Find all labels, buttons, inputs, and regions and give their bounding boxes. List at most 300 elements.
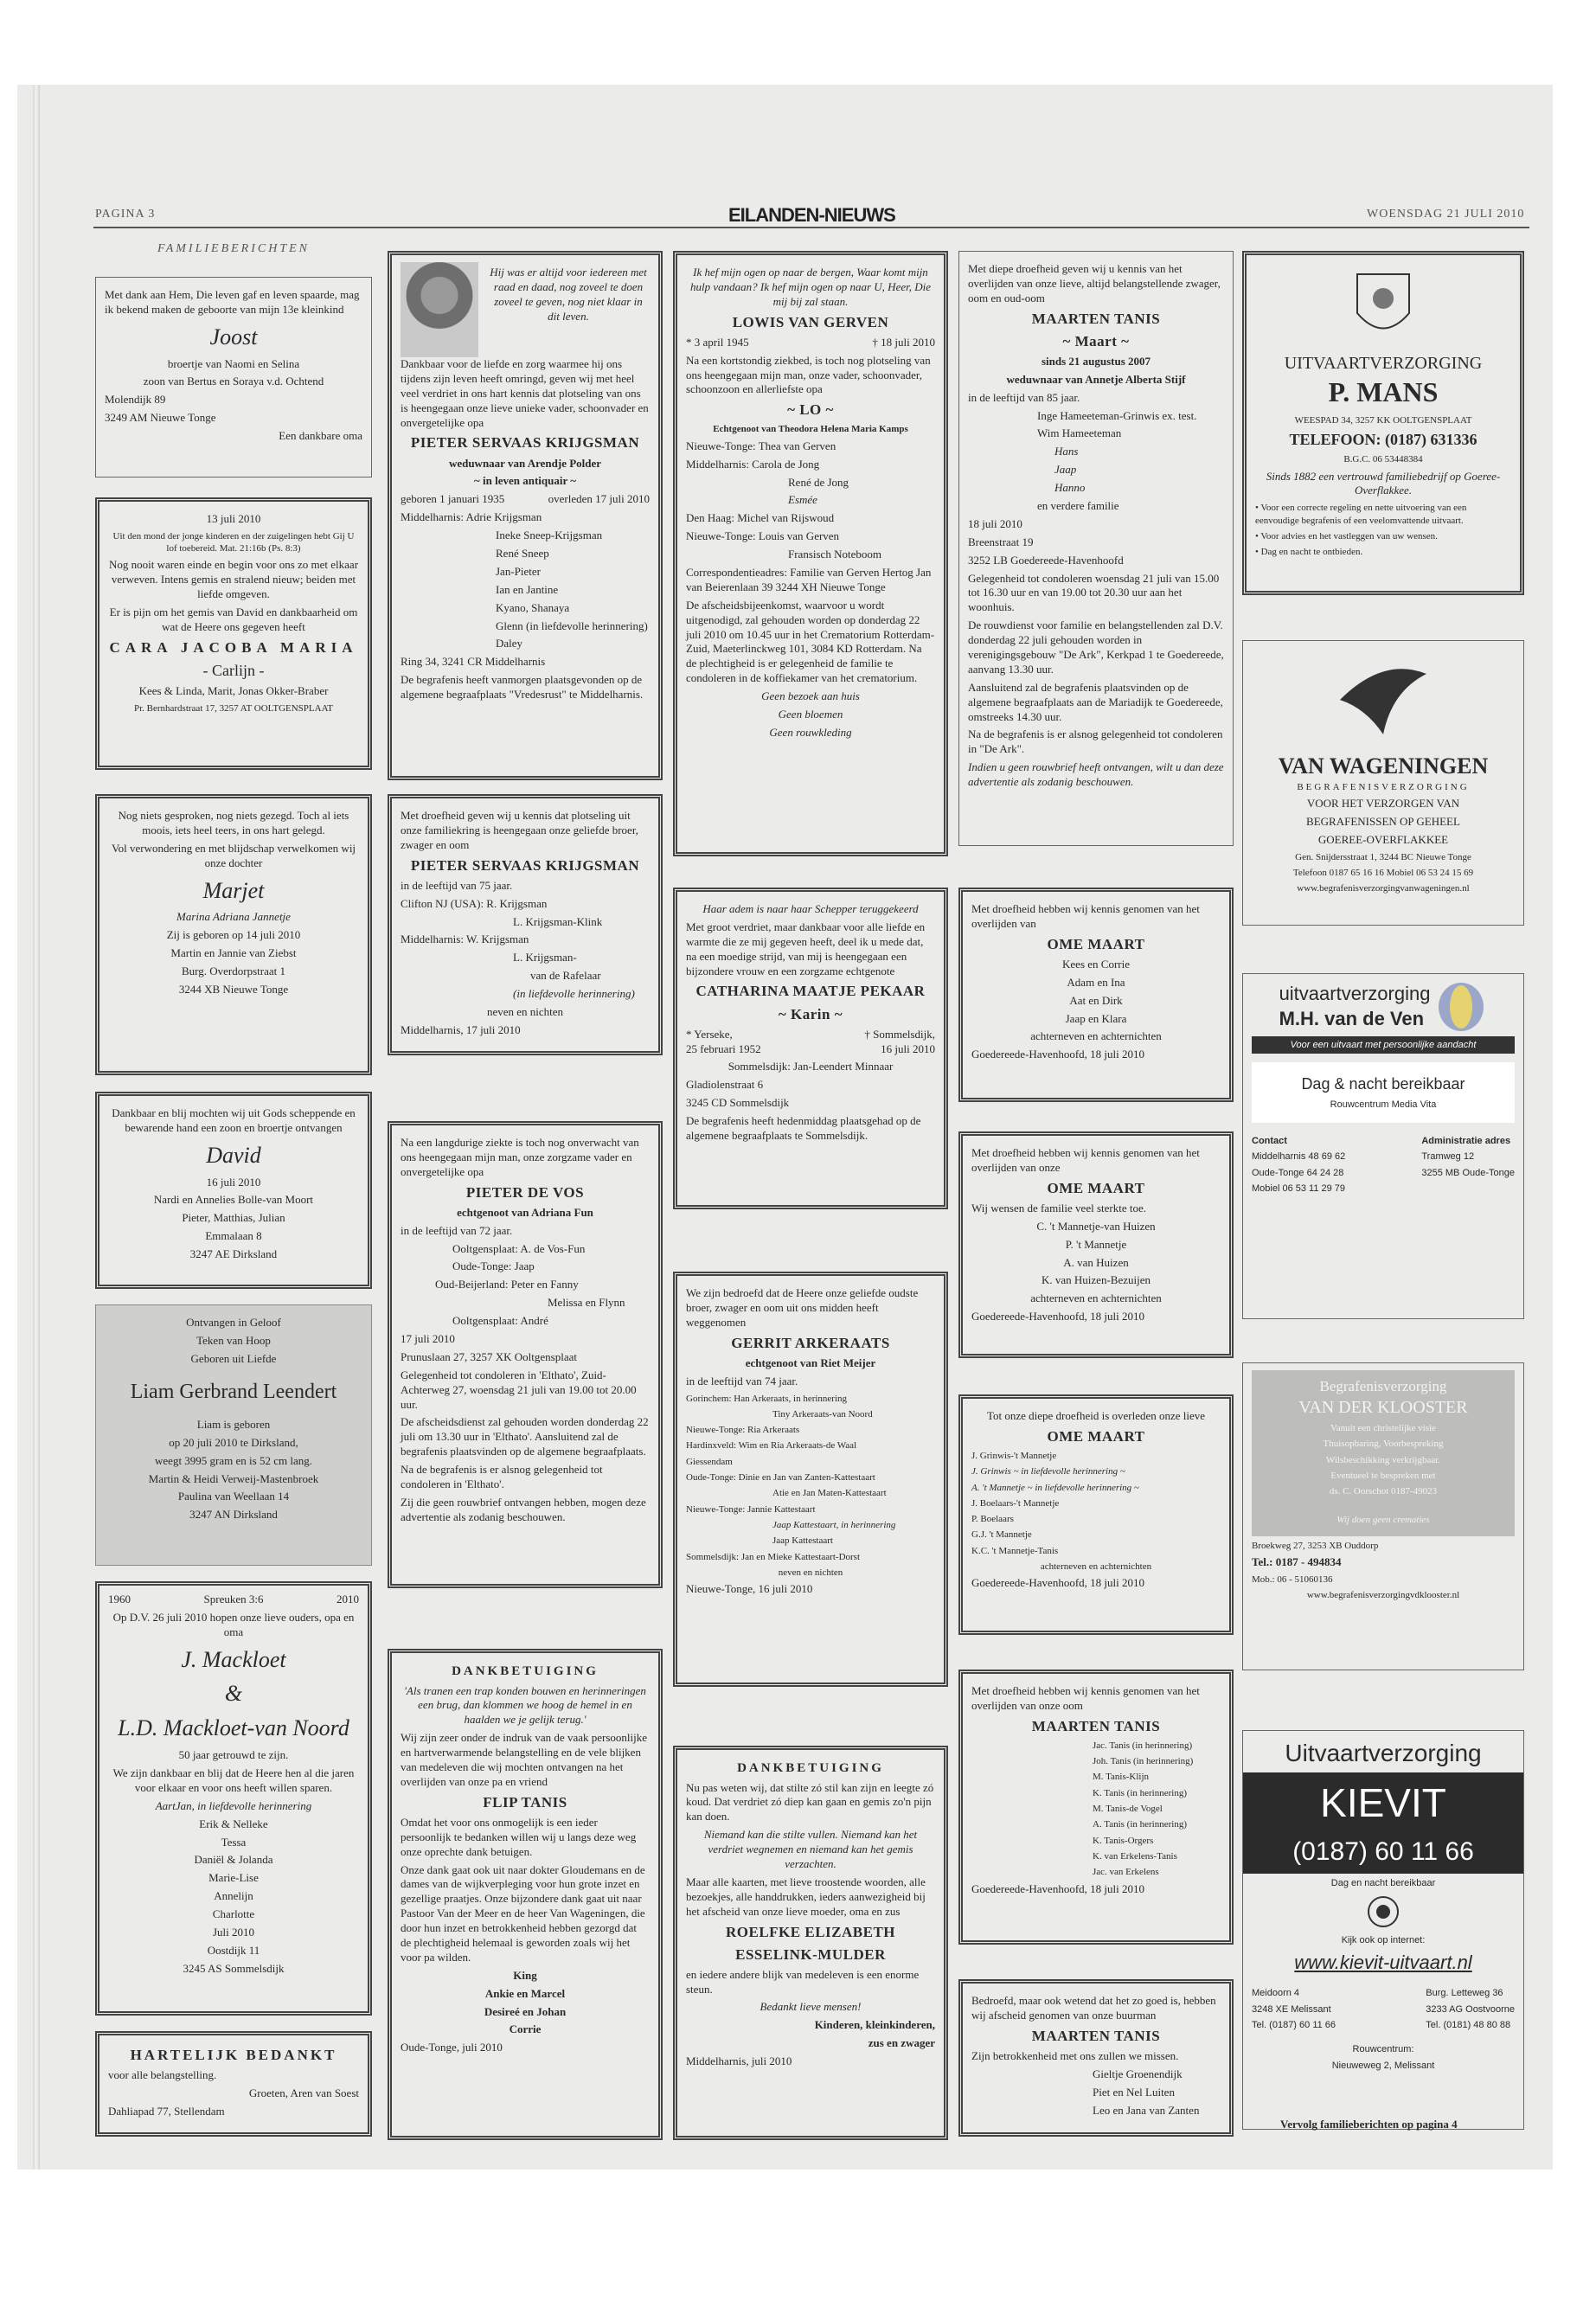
subtitle: echtgenoot van Adriana Fun bbox=[457, 1205, 593, 1219]
address: 3247 AN Dirksland bbox=[189, 1508, 278, 1522]
name: OME MAART bbox=[1047, 935, 1145, 952]
signature: King bbox=[513, 1968, 537, 1982]
address: Ring 34, 3241 CR Middelharnis bbox=[401, 655, 546, 669]
signature: Een dankbare oma bbox=[279, 429, 362, 443]
text: Onze dank gaat ook uit naar dokter Gloudemans en de dames van de wijkverpleging voor hun grote inzet en gezellige praatjes. Onze bijzondere dank gaat uit naar Pastoor Van der Meer en de heer Van Wageningen, die door hun inzet en betrokkenheid hebben gezorgd dat de plechtigheid helemaal is geworden zoals wij het voor pa wilden. bbox=[401, 1862, 645, 1964]
ad-maarten-tanis-2 bbox=[958, 1670, 1234, 1945]
title: uitvaartverzorging bbox=[1279, 983, 1431, 1005]
phone: Tel.: 0187 - 494834 bbox=[1252, 1555, 1342, 1569]
poem: Hij was er altijd voor iedereen met raad en daad, nog zoveel te doen zoveel te geven, nog niet klaar in dit leven. bbox=[490, 266, 647, 323]
family: Ian en Jantine bbox=[496, 582, 559, 596]
title: DANKBETUIGING bbox=[452, 1664, 599, 1678]
family: P. 't Mannetje bbox=[1065, 1237, 1127, 1251]
family: van de Rafelaar bbox=[530, 969, 601, 983]
text: Met dank aan Hem, Die leven gaf en leven spaarde, mag ik bekend maken de geboorte van mijn 13e kleinkind bbox=[105, 288, 360, 316]
ad-pieter-de-vos bbox=[388, 1121, 663, 1588]
text: Er is pijn om het gemis van David en dankbaarheid om wat de Heere ons gegeven heeft bbox=[109, 606, 358, 634]
emblem-icon bbox=[1366, 1894, 1401, 1929]
bullet: • Voor een correcte regeling en nette uitvoering van een eenvoudige begrafenis of een veelomvattende uitvaart. bbox=[1255, 503, 1467, 526]
family: Nieuwe-Tonge: Jannie Kattestaart bbox=[686, 1503, 816, 1515]
text: Eventueel te bespreken met bbox=[1330, 1470, 1436, 1481]
phone: Mobiel 06 53 11 29 79 bbox=[1252, 1183, 1346, 1194]
family: Hans bbox=[1054, 445, 1079, 458]
name: CARA JACOBA MARIA bbox=[109, 638, 358, 656]
family: Jaap en Klara bbox=[1065, 1011, 1127, 1025]
note: De afscheidsdienst zal gehouden worden donderdag 22 juli om 13.30 uur in 'Elthato'. Aansluitend zal de begrafenis plaatsvinden op de algemene begraafplaats. bbox=[401, 1415, 649, 1458]
phone: Mob.: 06 - 51060136 bbox=[1252, 1574, 1333, 1586]
website: www.begrafenisverzorgingvdklooster.nl bbox=[1306, 1590, 1460, 1601]
bullet: • Voor advies en het vastleggen van uw wensen. bbox=[1255, 530, 1438, 542]
name: ESSELINK-MULDER bbox=[735, 1945, 886, 1963]
text: Rouwcentrum Media Vita bbox=[1330, 1099, 1437, 1110]
family: J. Grinwis-'t Mannetje bbox=[971, 1450, 1057, 1461]
text: Bedankt lieve mensen! bbox=[760, 2000, 862, 2014]
address: Tramweg 12 bbox=[1421, 1151, 1475, 1163]
sponsor-p-mans bbox=[1242, 251, 1524, 595]
ven-logo-icon bbox=[1435, 981, 1487, 1033]
date: 17 juli 2010 bbox=[401, 1332, 455, 1345]
date: 16 juli 2010 bbox=[206, 1175, 261, 1189]
ad-mackloet bbox=[95, 1581, 372, 2016]
family: K. Tanis (in herinnering) bbox=[1093, 1787, 1188, 1798]
verse: Spreuken 3:6 bbox=[203, 1593, 264, 1606]
family: Inge Hameeteman-Grinwis ex. test. bbox=[1037, 408, 1197, 422]
phone: (0187) 60 11 66 bbox=[1243, 1835, 1523, 1874]
subtitle: echtgenoot van Riet Meijer bbox=[745, 1356, 876, 1369]
sponsor-kievit bbox=[1242, 1730, 1524, 2130]
family: achterneven en achternichten bbox=[1030, 1029, 1162, 1043]
text: GOEREE-OVERFLAKKEE bbox=[1317, 832, 1449, 846]
family: Nieuwe-Tonge: Thea van Gerven bbox=[686, 439, 836, 452]
note: Gelegenheid tot condoleren in 'Elthato', Zuid-Achterweg 27, woensdag 21 juli van 19.00 tot 20.00 uur. bbox=[401, 1368, 637, 1411]
name: CATHARINA MAATJE PEKAAR bbox=[695, 983, 926, 1000]
text: Dankbaar voor de liefde en zorg waarmee hij ons tijdens zijn leven heeft omringd, geven wij met heel veel verdriet in ons hart kennis dat plotseling van ons is heengegaan onze lieve unieke vader, schoonvader en onvergetelijke opa bbox=[401, 357, 649, 429]
sponsor-van-de-ven bbox=[1242, 973, 1524, 1319]
family: Daniël & Jolanda bbox=[194, 1853, 273, 1867]
address: 3249 AM Nieuwe Tonge bbox=[105, 411, 216, 425]
family: Middelharnis: Adrie Krijgsman bbox=[401, 510, 542, 524]
text: Dag en nacht bereikbaar bbox=[1330, 1878, 1436, 1889]
name: MAARTEN TANIS bbox=[1031, 2027, 1161, 2044]
portrait-photo bbox=[401, 262, 478, 357]
name: David bbox=[206, 1142, 261, 1168]
signature: Kinderen, kleinkinderen, bbox=[814, 2018, 935, 2032]
address: 3245 AS Sommelsdijk bbox=[183, 1961, 285, 1975]
address: Gen. Snijdersstraat 1, 3244 BC Nieuwe Tonge bbox=[1295, 851, 1471, 862]
line: Ontvangen in Geloof bbox=[186, 1316, 281, 1329]
note: Wij doen geen crematies bbox=[1336, 1514, 1430, 1525]
address: 3255 MB Oude-Tonge bbox=[1421, 1167, 1515, 1178]
address: Dahliapad 77, Stellendam bbox=[108, 2104, 225, 2118]
text: voor alle belangstelling. bbox=[108, 2068, 217, 2082]
ad-ome-maart-1 bbox=[958, 888, 1234, 1102]
ad-hartelijk bbox=[95, 2031, 372, 2137]
family: Oude-Tonge: Dinie en Jan van Zanten-Kattestaart bbox=[686, 1472, 875, 1484]
died: overleden 17 juli 2010 bbox=[548, 492, 650, 506]
family: Atie en Jan Maten-Kattestaart bbox=[772, 1488, 887, 1499]
nickname: ~ Karin ~ bbox=[778, 1005, 843, 1022]
date: 18 juli 2010 bbox=[968, 516, 1022, 530]
date: 13 juli 2010 bbox=[206, 512, 261, 525]
parents: Martin & Heidi Verweij-Mastenbroek bbox=[148, 1471, 319, 1485]
family: J. Grinwis ~ in liefdevolle herinnering ~ bbox=[971, 1466, 1125, 1477]
family: Kees en Corrie bbox=[1062, 957, 1130, 971]
ad-david bbox=[95, 1092, 372, 1289]
family: Daley bbox=[496, 637, 523, 651]
family: Charlotte bbox=[212, 1907, 255, 1921]
name: MAARTEN TANIS bbox=[1031, 1717, 1161, 1734]
phone: B.G.C. 06 53448384 bbox=[1343, 454, 1423, 465]
year: 1960 bbox=[108, 1593, 131, 1606]
text: We zijn dankbaar en blij dat de Heere hen al die jaren voor elkaar en voor ons heeft willen sparen. bbox=[112, 1766, 355, 1794]
family: Jac. van Erkelens bbox=[1093, 1867, 1159, 1878]
newspaper-logo: EILANDEN-NIEUWS bbox=[728, 204, 895, 226]
website: www.begrafenisverzorgingvanwageningen.nl bbox=[1297, 883, 1470, 894]
family: Tessa bbox=[221, 1835, 247, 1849]
line: broertje van Naomi en Selina bbox=[167, 356, 300, 370]
text: Zijn betrokkenheid met ons zullen we missen. bbox=[971, 2048, 1179, 2062]
address: 3245 CD Sommelsdijk bbox=[686, 1096, 790, 1110]
text: Rouwcentrum: bbox=[1352, 2044, 1414, 2055]
text: Met droefheid hebben wij kennis genomen van het overlijden van bbox=[971, 902, 1200, 930]
name: OME MAART bbox=[1047, 1427, 1145, 1445]
family: Jaap bbox=[1054, 463, 1077, 477]
address: 3244 XB Nieuwe Tonge bbox=[178, 982, 289, 996]
age: in de leeftijd van 72 jaar. bbox=[401, 1223, 513, 1237]
line: zoon van Bertus en Soraya v.d. Ochtend bbox=[143, 375, 324, 388]
ad-pieter-krijgsman-2 bbox=[388, 794, 663, 1055]
name: P. MANS bbox=[1328, 376, 1439, 407]
address: Emmalaan 8 bbox=[205, 1229, 262, 1243]
page-number: PAGINA 3 bbox=[95, 208, 156, 221]
family: Hanno bbox=[1054, 481, 1086, 495]
address: Nieuweweg 2, Melissant bbox=[1331, 2060, 1435, 2071]
address: Gladiolenstraat 6 bbox=[686, 1078, 764, 1092]
nickname: ~ LO ~ bbox=[787, 401, 834, 419]
died: † 18 juli 2010 bbox=[872, 335, 935, 349]
coat-of-arms-icon bbox=[1349, 266, 1418, 349]
parents: Nardi en Annelies Bolle-van Moort bbox=[153, 1193, 314, 1207]
address: 3247 AE Dirksland bbox=[189, 1247, 278, 1261]
signature: Kees & Linda, Marit, Jonas Okker-Braber bbox=[138, 684, 329, 698]
family: Esmée bbox=[788, 493, 817, 507]
born: Zij is geboren op 14 juli 2010 bbox=[166, 928, 301, 942]
address: Pr. Bernhardstraat 17, 3257 AT OOLTGENSPLAAT bbox=[133, 703, 334, 715]
name: VAN WAGENINGEN bbox=[1278, 753, 1489, 779]
family: Den Haag: Michel van Rijswoud bbox=[686, 511, 835, 525]
title: Uitvaartverzorging bbox=[1285, 1740, 1482, 1766]
phone: Tel. (0181) 48 80 88 bbox=[1426, 2019, 1511, 2030]
phone: TELEFOON: (0187) 631336 bbox=[1289, 430, 1477, 448]
ad-van-gerven bbox=[673, 251, 948, 856]
signature: Groeten, Aren van Soest bbox=[248, 2086, 359, 2099]
name: ROELFKE ELIZABETH bbox=[725, 1923, 896, 1940]
family: achterneven en achternichten bbox=[1040, 1561, 1152, 1573]
line: Paulina van Weellaan 14 bbox=[177, 1490, 290, 1503]
ad-ome-maart-3 bbox=[958, 1394, 1234, 1635]
family: K. van Erkelens-Tanis bbox=[1093, 1850, 1177, 1862]
born: Liam is geboren bbox=[196, 1417, 271, 1431]
family: K. van Huizen-Bezuijen bbox=[1042, 1273, 1151, 1287]
family: Annelijn bbox=[214, 1889, 253, 1903]
signature: zus en zwager bbox=[868, 2036, 935, 2050]
sponsor-van-der-klooster bbox=[1242, 1362, 1524, 1670]
date: Oude-Tonge, juli 2010 bbox=[401, 2041, 503, 2054]
text: Tot onze diepe droefheid is overleden onze lieve bbox=[986, 1409, 1206, 1422]
date: Goedereede-Havenhoofd, 18 juli 2010 bbox=[971, 1576, 1144, 1590]
born: 25 februari 1952 bbox=[686, 1042, 761, 1055]
note: De begrafenis heeft hedenmiddag plaatsgehad op de algemene begraafplaats te Sommelsdijk. bbox=[686, 1114, 921, 1142]
family: A. Tanis (in herinnering) bbox=[1093, 1819, 1188, 1830]
line: Geboren uit Liefde bbox=[190, 1351, 277, 1365]
address: Burg. Letteweg 36 bbox=[1426, 1988, 1503, 1999]
note: Geen bezoek aan huis bbox=[761, 689, 860, 703]
note: Indien u geen rouwbrief heeft ontvangen, wilt u dan deze advertentie als zodanig beschouwen. bbox=[968, 760, 1224, 789]
date: Goedereede-Havenhoofd, 18 juli 2010 bbox=[971, 1881, 1144, 1895]
family: Middelharnis: Carola de Jong bbox=[686, 457, 820, 471]
family: achterneven en achternichten bbox=[1030, 1292, 1162, 1305]
family: Tiny Arkeraats-van Noord bbox=[772, 1408, 873, 1420]
family: en verdere familie bbox=[1037, 498, 1119, 512]
family: Nieuwe-Tonge: Ria Arkeraats bbox=[686, 1425, 800, 1436]
subtitle: sinds 21 augustus 2007 bbox=[1041, 354, 1151, 368]
section-title: FAMILIEBERICHTEN bbox=[157, 242, 311, 255]
note: Na de begrafenis is er alsnog gelegenheid tot condoleren in 'Elthato'. bbox=[401, 1463, 603, 1491]
subtitle: weduwnaar van Annetje Alberta Stijf bbox=[1006, 372, 1186, 386]
family: Ineke Sneep-Krijgsman bbox=[496, 529, 603, 542]
family: Adam en Ina bbox=[1067, 975, 1125, 989]
family: L. Krijgsman- bbox=[513, 951, 577, 965]
born: * 3 april 1945 bbox=[686, 335, 749, 349]
family: Marie-Lise bbox=[208, 1871, 259, 1885]
address: Molendijk 89 bbox=[105, 393, 166, 407]
family: P. Boelaars bbox=[971, 1514, 1014, 1525]
address: Oostdijk 11 bbox=[207, 1943, 260, 1957]
poem: Niemand kan die stilte vullen. Niemand kan het verdriet wegnemen en niemand kan het gemis verzachten. bbox=[703, 1828, 918, 1870]
age: in de leeftijd van 85 jaar. bbox=[968, 390, 1080, 404]
name: OME MAART bbox=[1047, 1179, 1145, 1196]
signature: Piet en Nel Luiten bbox=[1093, 2085, 1175, 2099]
phone: Telefoon 0187 65 16 16 Mobiel 06 53 24 15 69 bbox=[1292, 868, 1474, 879]
died: 16 juli 2010 bbox=[881, 1042, 935, 1055]
text: ds. C. Oorschot 0187-49023 bbox=[1329, 1486, 1438, 1497]
family: M. Tanis-de Vogel bbox=[1093, 1804, 1163, 1815]
ad-roelfke bbox=[673, 1746, 948, 2140]
page-fold bbox=[33, 85, 40, 2170]
parents: Martin en Jannie van Ziebst bbox=[170, 946, 297, 960]
born: geboren 1 januari 1935 bbox=[401, 492, 505, 506]
family: G.J. 't Mannetje bbox=[971, 1529, 1032, 1541]
note: Geen bloemen bbox=[778, 707, 843, 721]
family: Jaap Kattestaart bbox=[772, 1535, 833, 1547]
title: UITVAARTVERZORGING bbox=[1284, 354, 1483, 373]
family: Sommelsdijk: Jan en Mieke Kattestaart-Dorst bbox=[686, 1551, 861, 1562]
name: L.D. Mackloet-van Noord bbox=[118, 1715, 349, 1741]
name: LOWIS VAN GERVEN bbox=[732, 313, 889, 330]
born: * Yerseke, bbox=[686, 1027, 733, 1041]
address: Breenstraat 19 bbox=[968, 535, 1034, 548]
family: Jaap Kattestaart, in herinnering bbox=[772, 1519, 896, 1530]
family: Erik & Nelleke bbox=[199, 1817, 268, 1830]
ad-liam bbox=[95, 1304, 372, 1566]
family: M. Tanis-Klijn bbox=[1093, 1772, 1150, 1783]
text: Nu pas weten wij, dat stilte zó stil kan zijn en leegte zó koud. Dat verdriet zó diep kan gaan en gemis zo'n pijn kan doen. bbox=[686, 1780, 934, 1823]
signature: Desireé en Johan bbox=[484, 2004, 567, 2018]
name: M.H. van de Ven bbox=[1279, 1008, 1425, 1029]
address: Burg. Overdorpstraat 1 bbox=[182, 965, 285, 978]
family: Clifton NJ (USA): R. Krijgsman bbox=[401, 896, 548, 910]
text: VOOR HET VERZORGEN VAN bbox=[1306, 797, 1460, 811]
signature: Gieltje Groenendijk bbox=[1093, 2067, 1183, 2080]
poem: 'Als tranen een trap konden bouwen en herinneringen een brug, dan klommen we hoog de hemel in en haalden we je gelijk terug.' bbox=[404, 1683, 646, 1727]
text: BEGRAFENISSEN OP GEHEEL bbox=[1306, 814, 1460, 828]
family: Jac. Tanis (in herinnering) bbox=[1093, 1740, 1193, 1751]
text: en iedere andere blijk van medeleven is een enorme steun. bbox=[686, 1967, 920, 1996]
address: 3233 AG Oostvoorne bbox=[1426, 2003, 1515, 2015]
name: KIEVIT bbox=[1243, 1772, 1523, 1835]
family: Jan-Pieter bbox=[496, 564, 541, 578]
text: Wij wensen de familie veel sterkte toe. bbox=[971, 1201, 1146, 1215]
poem: Nog niets gesproken, nog niets gezegd. Toch al iets moois, iets heel teers, in ons hart gelegd. bbox=[118, 809, 349, 836]
nickname: ~ Maart ~ bbox=[1062, 332, 1130, 349]
header-rule bbox=[93, 227, 1529, 228]
text: We zijn bedroefd dat de Heere onze geliefde oudste broer, zwager en oom uit ons midden heeft weggenomen bbox=[686, 1286, 919, 1329]
poem: Haar adem is naar haar Schepper teruggekeerd bbox=[702, 902, 919, 915]
name: Marjet bbox=[202, 877, 265, 903]
line: Teken van Hoop bbox=[196, 1333, 271, 1347]
ad-arkeraats bbox=[673, 1272, 948, 1687]
note: Aansluitend zal de begrafenis plaatsvinden op de algemene begraafplaats aan de Mariadijk te Goedereede, omstreeks 14.30 uur. bbox=[968, 680, 1223, 723]
dove-logo-icon bbox=[1331, 657, 1435, 743]
died: † Sommelsdijk, bbox=[864, 1027, 935, 1041]
family: Oude-Tonge: Jaap bbox=[452, 1259, 535, 1273]
family: Kyano, Shanaya bbox=[496, 600, 570, 614]
name: Liam Gerbrand Leendert bbox=[130, 1380, 337, 1403]
ad-pekaar bbox=[673, 888, 948, 1209]
ad-flip-tanis bbox=[388, 1649, 663, 2140]
text: Sinds 1882 een vertrouwd familiebedrijf op Goeree-Overflakkee. bbox=[1266, 469, 1501, 497]
ad-maarten-tanis bbox=[958, 251, 1234, 846]
subtitle: ~ in leven antiquair ~ bbox=[473, 474, 577, 488]
family: AartJan, in liefdevolle herinnering bbox=[155, 1798, 312, 1812]
text: Dankbaar en blij mochten wij uit Gods scheppende en bewarende hand een zoon en broertje ontvangen bbox=[112, 1106, 356, 1134]
siblings: Pieter, Matthias, Julian bbox=[182, 1211, 285, 1225]
tagline: Voor een uitvaart met persoonlijke aandacht bbox=[1252, 1036, 1515, 1054]
title: Begrafenisverzorging bbox=[1319, 1378, 1447, 1394]
bullet: • Dag en nacht te ontbieden. bbox=[1255, 547, 1363, 558]
note: De afscheidsbijeenkomst, waarvoor u wordt uitgenodigd, zal gehouden worden op donderdag 22 juli 2010 om 10.45 uur in het Crematorium Rotterdam-Zuid, Maeterlinckweg 101, 3084 KD Rotterdam. Na de plechtigheid is er gelegenheid de familie te condoleren in de koffiekamer van het crematorium. bbox=[686, 598, 935, 685]
family: Hardinxveld: Wim en Ria Arkeraats-de Waal bbox=[686, 1440, 857, 1452]
sponsor-van-wageningen bbox=[1242, 640, 1524, 926]
family: Oud-Beijerland: Peter en Fanny bbox=[435, 1278, 579, 1292]
family: Ooltgensplaat: André bbox=[452, 1314, 548, 1328]
ad-ome-maart-2 bbox=[958, 1131, 1234, 1358]
date: Juli 2010 bbox=[212, 1925, 255, 1939]
family: Melissa en Flynn bbox=[548, 1296, 625, 1310]
text: Met droefheid hebben wij kennis genomen van het overlijden van onze bbox=[971, 1146, 1200, 1174]
family: René Sneep bbox=[496, 547, 549, 560]
text: Thuisopbaring, Voorbespreking bbox=[1323, 1439, 1444, 1450]
family: Ooltgensplaat: A. de Vos-Fun bbox=[452, 1241, 586, 1255]
family: Aat en Dirk bbox=[1069, 993, 1123, 1007]
subtitle: Echtgenoot van Theodora Helena Maria Kamps bbox=[713, 424, 908, 435]
name: PIETER SERVAAS KRIJGSMAN bbox=[410, 434, 640, 452]
family: Fransisch Noteboom bbox=[788, 548, 881, 561]
name: VAN DER KLOOSTER bbox=[1298, 1398, 1468, 1418]
year: 2010 bbox=[337, 1593, 359, 1606]
address: WEESPAD 34, 3257 KK OOLTGENSPLAAT bbox=[1294, 414, 1472, 426]
note: Gelegenheid tot condoleren woensdag 21 juli van 15.00 tot 16.30 uur en van 19.00 tot 20.30 uur aan het woonhuis. bbox=[968, 571, 1220, 614]
poem: Nog nooit waren einde en begin voor ons zo met elkaar verweven. Intens gemis en stralend nieuw; beiden met liefde omgeven. bbox=[108, 558, 359, 601]
born: op 20 juli 2010 te Dirksland, bbox=[169, 1435, 298, 1449]
years: 50 jaar getrouwd te zijn. bbox=[178, 1748, 289, 1762]
ad-pieter-krijgsman bbox=[388, 251, 663, 780]
family: C. 't Mannetje-van Huizen bbox=[1036, 1219, 1156, 1233]
text: Wij zijn zeer onder de indruk van de vaak persoonlijke en hartverwarmende belangstelling en de vele blijken van medeleven die wij mochten ontvangen na het overlijden van onze pa en vriend bbox=[401, 1731, 648, 1788]
date: Nieuwe-Tonge, 16 juli 2010 bbox=[686, 1582, 813, 1596]
text: Na een langdurige ziekte is toch nog onverwacht van ons heengegaan mijn man, onze zorgzame vader en onvergetelijke opa bbox=[401, 1136, 639, 1178]
text: Op D.V. 26 juli 2010 hopen onze lieve ouders, opa en oma bbox=[112, 1610, 355, 1638]
signature: Ankie en Marcel bbox=[484, 1986, 566, 2000]
address: Meidoorn 4 bbox=[1252, 1988, 1300, 1999]
note: Zij die geen rouwbrief ontvangen hebben, mogen deze advertentie als zodanig beschouwen. bbox=[401, 1495, 646, 1523]
text: Kijk ook op internet: bbox=[1341, 1935, 1426, 1946]
website: www.kievit-uitvaart.nl bbox=[1294, 1951, 1472, 1973]
date: Goedereede-Havenhoofd, 18 juli 2010 bbox=[971, 1048, 1144, 1061]
signature: Sommelsdijk: Jan-Leendert Minnaar bbox=[727, 1060, 894, 1074]
family: Gorinchem: Han Arkeraats, in herinnering bbox=[686, 1393, 848, 1404]
address: Prunuslaan 27, 3257 XK Ooltgensplaat bbox=[401, 1349, 578, 1363]
text: Bedroefd, maar ook wetend dat het zo goed is, hebben wij afscheid genomen van onze buurman bbox=[971, 1994, 1216, 2022]
family: K.C. 't Mannetje-Tanis bbox=[971, 1545, 1059, 1556]
name: MAARTEN TANIS bbox=[1031, 310, 1161, 327]
note: De rouwdienst voor familie en belangstellenden zal D.V. donderdag 22 juli gehouden worden in verenigingsgebouw "De Ark", Kerkpad 1 te Goedereede, aanvang 13.30 uur. bbox=[968, 619, 1224, 676]
family: Giessendam bbox=[686, 1456, 733, 1467]
family: Middelharnis: W. Krijgsman bbox=[401, 933, 529, 946]
signature: Corrie bbox=[509, 2022, 542, 2036]
verse: Uit den mond der jonge kinderen en der zuigelingen hebt Gij U lof toebereid. Mat. 21:16b (Ps. 8:3) bbox=[112, 530, 355, 554]
family: neven en nichten bbox=[486, 1005, 564, 1018]
address: 3252 LB Goedereede-Havenhoofd bbox=[968, 553, 1124, 567]
family: Joh. Tanis (in herinnering) bbox=[1093, 1756, 1194, 1767]
family: (in liefdevolle herinnering) bbox=[513, 987, 635, 1001]
family: René de Jong bbox=[788, 475, 849, 489]
name: Joost bbox=[209, 324, 258, 349]
note: De begrafenis heeft vanmorgen plaatsgevonden op de algemene begraafplaats "Vredesrust" te Middelharnis. bbox=[401, 673, 644, 702]
phone: Oude-Tonge 64 24 28 bbox=[1252, 1167, 1344, 1178]
name: J. Mackloet bbox=[181, 1646, 286, 1672]
phone: Middelharnis 48 69 62 bbox=[1252, 1151, 1346, 1163]
date: Middelharnis, juli 2010 bbox=[686, 2054, 792, 2068]
ad-marjet bbox=[95, 794, 372, 1075]
family: A. van Huizen bbox=[1063, 1255, 1129, 1269]
signature: Leo en Jana van Zanten bbox=[1093, 2103, 1200, 2117]
tagline: Vanuit een christelijke visie bbox=[1330, 1423, 1436, 1434]
name: GERRIT ARKERAATS bbox=[731, 1334, 890, 1351]
subtitle: BEGRAFENISVERZORGING bbox=[1297, 781, 1470, 792]
age: in de leeftijd van 74 jaar. bbox=[686, 1374, 798, 1388]
text: Met diepe droefheid geven wij u kennis van het overlijden van onze lieve, altijd belangstellende zwager, oom en oud-oom bbox=[968, 262, 1221, 304]
text: Dag & nacht bereikbaar bbox=[1301, 1075, 1465, 1093]
age: in de leeftijd van 75 jaar. bbox=[401, 878, 513, 892]
text: Wilsbeschikking verkrijgbaar. bbox=[1325, 1454, 1441, 1465]
family: Wim Hameeteman bbox=[1037, 426, 1122, 440]
text: Met droefheid geven wij u kennis dat plotseling uit onze familiekring is heengegaan onze geliefde broer, zwager en oom bbox=[401, 809, 638, 851]
phone: Tel. (0187) 60 11 66 bbox=[1252, 2019, 1336, 2030]
ad-maarten-tanis-3 bbox=[958, 1979, 1234, 2137]
text: Met droefheid hebben wij kennis genomen van het overlijden van onze oom bbox=[971, 1684, 1200, 1712]
issue-date: WOENSDAG 21 JULI 2010 bbox=[1367, 208, 1525, 221]
